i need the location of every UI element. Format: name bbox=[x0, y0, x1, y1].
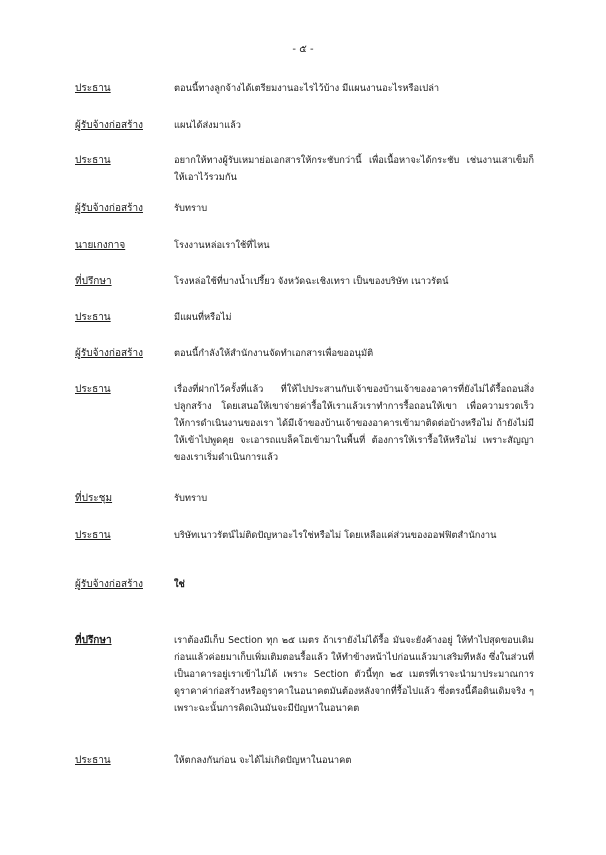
speaker-label: ประธาน bbox=[75, 155, 111, 166]
statement-text: ตอนนี้ทางลูกจ้างได้เตรียมงานอะไรไว้บ้าง มีแผนงานอะไรหรือเปล่า bbox=[174, 83, 440, 94]
statement-text: ใช่ bbox=[174, 579, 185, 590]
speaker-label: นายเกงกาจ bbox=[75, 240, 126, 251]
statement-text: รับทราบ bbox=[174, 493, 208, 504]
statement-text: แผนได้ส่งมาแล้ว bbox=[174, 120, 241, 131]
speaker-label: ผู้รับจ้างก่อสร้าง bbox=[75, 579, 143, 590]
statement-text: โรงงานหล่อเราใช้ที่ไหน bbox=[174, 240, 270, 251]
speaker-label: ผู้รับจ้างก่อสร้าง bbox=[75, 120, 143, 131]
speaker-label: ที่ปรึกษา bbox=[75, 276, 112, 287]
speaker-label: ผู้รับจ้างก่อสร้าง bbox=[75, 348, 143, 359]
statement-text: โรงหล่อใช้ที่บางน้ำเปรี้ยว จังหวัดฉะเชิงเทรา เป็นของบริษัท เนาวรัตน์ bbox=[174, 276, 449, 287]
page-number: - ๕ - bbox=[292, 44, 314, 55]
statement-text: ให้ตกลงกันก่อน จะได้ไม่เกิดปัญหาในอนาคต bbox=[174, 755, 352, 766]
statement-text: เราต้องมีเก็บ Section ทุก ๒๕ เมตร ถ้าเรายังไม่ได้รื้อ มันจะยังค้างอยู่ ให้ทำไปสุดขอบเดิมก่อนแล้วค่อยมาเก็บเพิ่มเติมตอนรื้อแล้ว ให้ทำข้างหน้าไปก่อนแล้วมาเสริมทีหลัง ซึ่งในส่วนที่เป็นอาคารอยู่เราเข้าไม่ได้ เพราะ Section ตัวนี้ทุก ๒๕ เมตรที่เราจะนำมาประมาณการดูราคาค่าก่อสร้างหรือดูราคาในอนาคตมันต้องหลังจากที่รื้อไปแล้ว ซึ่งตรงนี้คือดินเดิมจริง ๆ เพราะฉะนั้นการคิดเงินมันจะมีปัญหาในอนาคต bbox=[174, 635, 534, 714]
speaker-label: ประธาน bbox=[75, 384, 111, 395]
speaker-label: ที่ปรึกษา bbox=[75, 635, 112, 646]
statement-text: รับทราบ bbox=[174, 203, 208, 214]
speaker-label: ประธาน bbox=[75, 312, 111, 323]
speaker-label: ประธาน bbox=[75, 530, 111, 541]
speaker-label: ประธาน bbox=[75, 83, 111, 94]
speaker-label: ผู้รับจ้างก่อสร้าง bbox=[75, 203, 143, 214]
statement-text: เรื่องที่ฝากไว้ครั้งที่แล้ว ที่ให้ไปประสานกับเจ้าของบ้านเจ้าของอาคารที่ยังไม่ได้รื้อถอนสิ่งปลูกสร้าง โดยเสนอให้เขาจ่ายค่ารื้อให้เราแล้วเราทำการรื้อถอนให้เขา เพื่อความรวดเร็วให้การดำเนินงานของเรา ได้มีเจ้าของบ้านเจ้าของอาคารเข้ามาติดต่อบ้างหรือไม่ ถ้ายังไม่มีให้เข้าไปพูดคุย จะเอารถแบล็คโฮเข้ามาในพื้นที่ ต้องการให้เรารื้อให้หรือไม่ เพราะสัญญาของเราเริ่มดำเนินการแล้ว bbox=[174, 384, 534, 463]
statement-text: ตอนนี้กำลังให้สำนักงานจัดทำเอกสารเพื่อขออนุมัติ bbox=[174, 348, 374, 359]
statement-text: มีแผนที่หรือไม่ bbox=[174, 312, 232, 323]
speaker-label: ที่ประชุม bbox=[75, 493, 113, 504]
statement-text: อยากให้ทางผู้รับเหมาย่อเอกสารให้กระชับกว่านี้ เพื่อเนื้อหาจะได้กระชับ เช่นงานเสาเข็มก็ให้เอาไว้รวมกัน bbox=[174, 155, 534, 183]
speaker-label: ประธาน bbox=[75, 755, 111, 766]
statement-text: บริษัทเนาวรัตน์ไม่ติดปัญหาอะไรใช่หรือไม่ โดยเหลือแค่ส่วนของออฟฟิตสำนักงาน bbox=[174, 530, 497, 541]
